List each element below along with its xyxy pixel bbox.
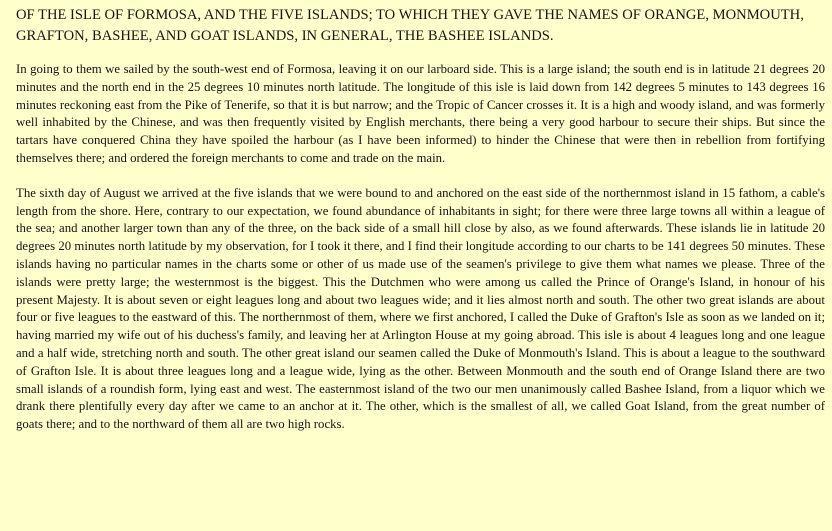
chapter-heading: OF THE ISLE OF FORMOSA, AND THE FIVE ISLANDS; TO WHICH THEY GAVE THE NAMES OF ORANGE, MONMOUTH, GRAFTON, BASHEE, AND GOAT ISLANDS, IN GENERAL, THE BASHEE ISLANDS.: [16, 7, 804, 44]
paragraph-formosa: In going to them we sailed by the south-west end of Formosa, leaving it on our larboard side. This is a large island; the south end is in latitude 21 degrees 20 minutes and the north end in the 25 degrees 10 minutes north latitude. The longitude of this isle is laid down from 142 degrees 5 minutes to 143 degrees 16 minutes reckoning east from the Pike of Tenerife, so that it is but narrow; and the Tropic of Cancer crosses it. It is a high and woody island, and was formerly well inhabited by the Chinese, and was then frequently visited by English merchants, there being a very good harbour to secure their ships. But since the tartars have conquered China they have spoiled the harbour (as I have been informed) to hinder the Chinese that were then in rebellion from fortifying themselves there; and ordered the foreign merchants to come and trade on the main.: [16, 62, 825, 165]
paragraph-five-islands: The sixth day of August we arrived at the five islands that we were bound to and anchored on the east side of the northernmost island in 15 fathom, a cable's length from the shore. Here, contrary to our expectation, we found abundance of inhabitants in sight; for there were three large towns all within a league of the sea; and another larger town than any of the three, on the back side of a small hill close by also, as we found afterwards. These islands lie in latitude 20 degrees 20 minutes north latitude by my observation, for I took it there, and I find their longitude according to our charts to be 141 degrees 50 minutes. These islands having no particular names in the charts some or other of us made use of the seamen's privilege to give them what names we please. Three of the islands were pretty large; the westernmost is the biggest. This the Dutchmen who were among us called the Prince of Orange's Island, in honour of his present Majesty. It is about seven or eight leagues long and about two leagues wide; and it lies almost north and south. The other two great islands are about four or five leagues to the eastward of this. The northernmost of them, where we first anchored, I called the Duke of Grafton's Isle as soon as we landed on it; having married my wife out of his duchess's family, and leaving her at Arlington House at my going abroad. This isle is about 4 leagues long and one league and a half wide, stretching north and south. The other great island our seamen called the Duke of Monmouth's Island. This is about a league to the southward of Grafton Isle. It is about three leagues long and a league wide, lying as the other. Between Monmouth and the south end of Orange Island there are two small islands of a roundish form, lying east and west. The easternmost island of the two our men unanimously called Bashee Island, from a liquor which we drank there plentifully every day after we came to an anchor at it. The other, which is the smallest of all, we called Goat Island, from the great number of goats there; and to the northward of them all are two high rocks.: [16, 185, 825, 432]
